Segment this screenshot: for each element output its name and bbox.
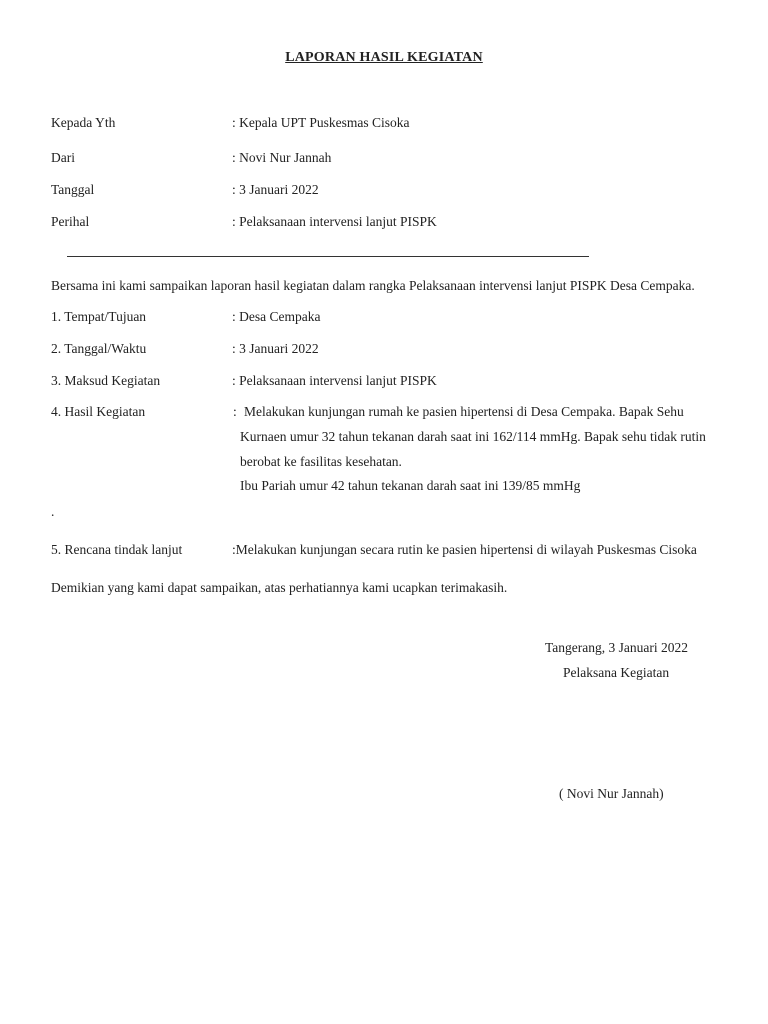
closing-paragraph: Demikian yang kami dapat sampaikan, atas perhatiannya kami ucapkan terimakasih. bbox=[51, 580, 508, 595]
item-purpose-value: : Pelaksanaan intervensi lanjut PISPK bbox=[232, 373, 437, 388]
subject-value: : Pelaksanaan intervensi lanjut PISPK bbox=[232, 214, 437, 229]
subject-label: Perihal bbox=[51, 214, 90, 229]
item-result-label: 4. Hasil Kegiatan bbox=[51, 404, 146, 419]
item-purpose-label: 3. Maksud Kegiatan bbox=[51, 373, 161, 388]
item-result-colon: : bbox=[233, 404, 237, 419]
to-label: Kepada Yth bbox=[51, 115, 116, 130]
item-result-line-4: Ibu Pariah umur 42 tahun tekanan darah saat ini 139/85 mmHg bbox=[240, 478, 581, 493]
item-place-label: 1. Tempat/Tujuan bbox=[51, 309, 147, 324]
date-label: Tanggal bbox=[51, 182, 95, 197]
item-time-value: : 3 Januari 2022 bbox=[232, 341, 319, 356]
to-value: : Kepala UPT Puskesmas Cisoka bbox=[232, 115, 410, 130]
header-divider bbox=[67, 256, 589, 257]
intro-paragraph: Bersama ini kami sampaikan laporan hasil kegiatan dalam rangka Pelaksanaan intervensi lanjut PISPK Desa Cempaka. bbox=[51, 278, 695, 293]
stray-mark: . bbox=[51, 504, 55, 519]
date-value: : 3 Januari 2022 bbox=[232, 182, 319, 197]
item-result-line-1: Melakukan kunjungan rumah ke pasien hipertensi di Desa Cempaka. Bapak Sehu bbox=[244, 404, 684, 419]
from-value: : Novi Nur Jannah bbox=[232, 150, 332, 165]
item-plan-label: 5. Rencana tindak lanjut bbox=[51, 542, 183, 557]
signature-role: Pelaksana Kegiatan bbox=[563, 665, 670, 680]
item-time-label: 2. Tanggal/Waktu bbox=[51, 341, 147, 356]
document-title: LAPORAN HASIL KEGIATAN bbox=[285, 50, 483, 65]
signature-place-date: Tangerang, 3 Januari 2022 bbox=[545, 640, 689, 655]
item-result-line-2: Kurnaen umur 32 tahun tekanan darah saat ini 162/114 mmHg. Bapak sehu tidak rutin bbox=[240, 429, 706, 444]
item-result-line-3: berobat ke fasilitas kesehatan. bbox=[240, 454, 402, 469]
item-plan-value: :Melakukan kunjungan secara rutin ke pasien hipertensi di wilayah Puskesmas Cisoka bbox=[232, 542, 697, 557]
signature-name: ( Novi Nur Jannah) bbox=[559, 786, 664, 801]
item-place-value: : Desa Cempaka bbox=[232, 309, 321, 324]
from-label: Dari bbox=[51, 150, 75, 165]
